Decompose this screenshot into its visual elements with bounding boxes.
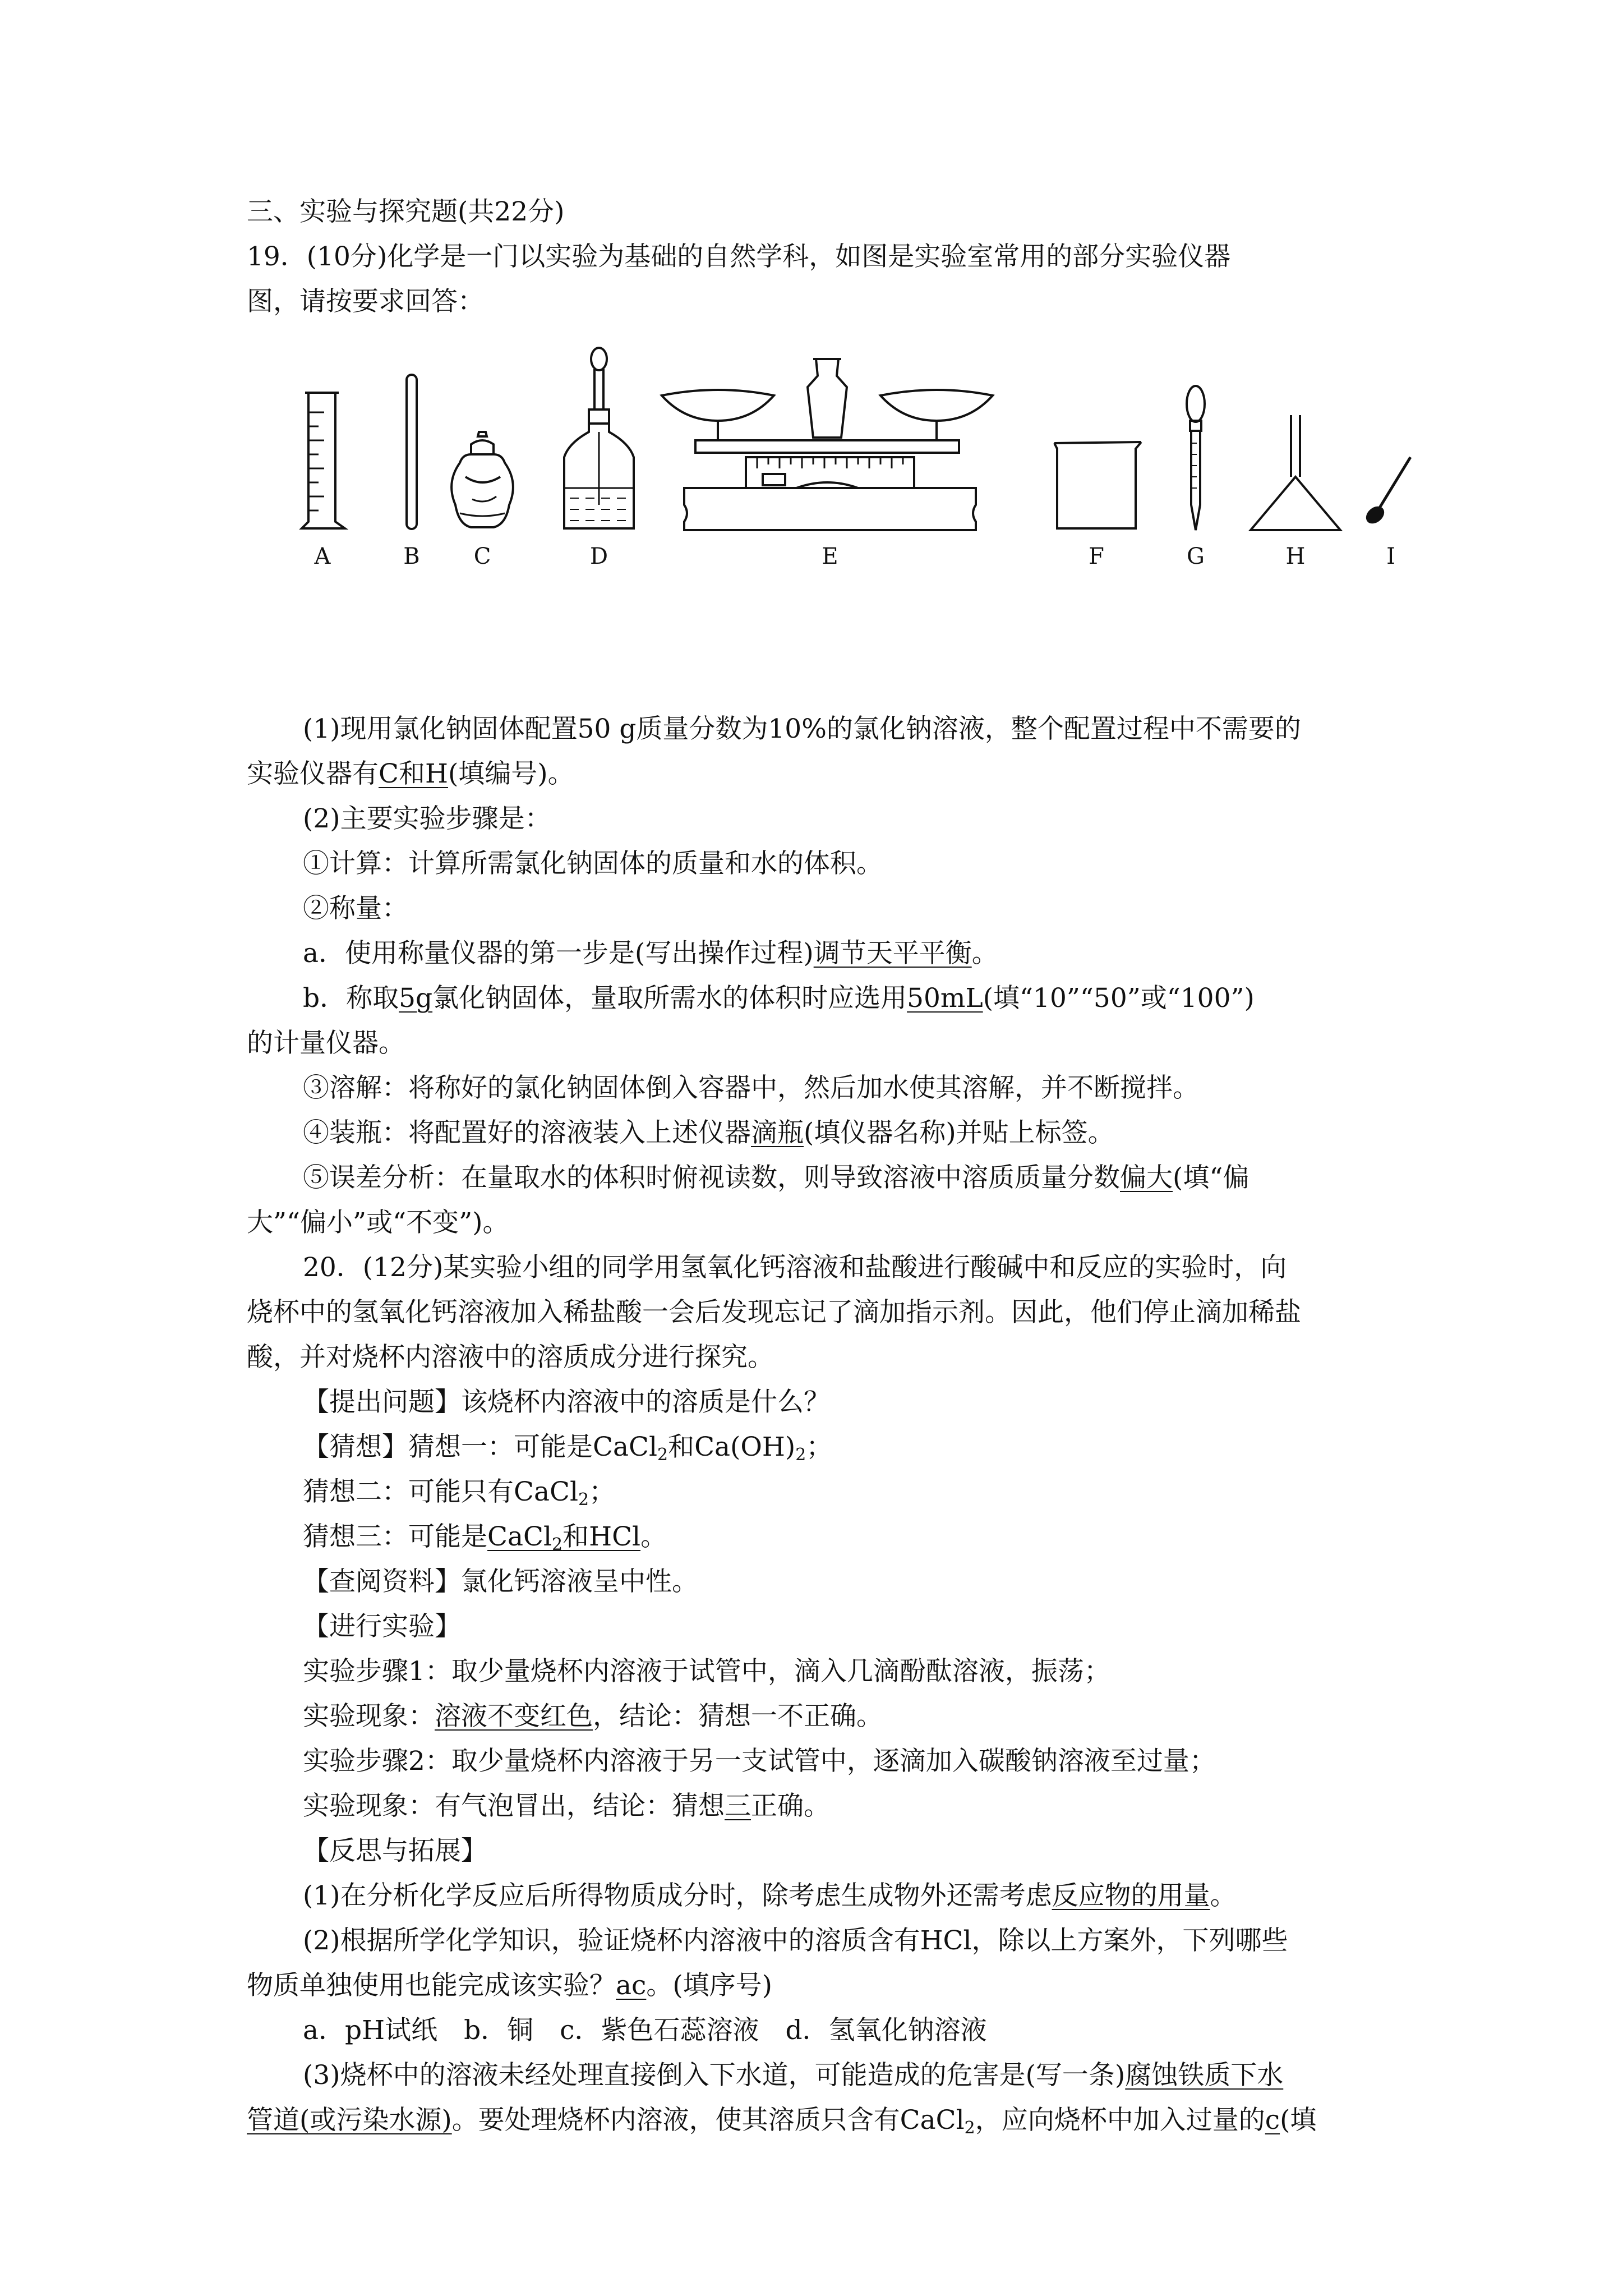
alcohol-lamp-drawing: [451, 432, 513, 527]
dropper-drawing: [1187, 386, 1205, 530]
q20-observation1: 实验现象：溶液不变红色，结论：猜想一不正确。: [303, 1701, 883, 1732]
graduated-cylinder-drawing: [302, 393, 345, 528]
figure-label-b: B: [403, 544, 420, 569]
q19-part1-line1: (1)现用氯化钠固体配置50 g质量分数为10%的氯化钠溶液，整个配置过程中不需要的: [303, 714, 1301, 744]
q19-part2: (2)主要实验步骤是：: [303, 803, 551, 834]
q20-options: a．pH试纸 b．铜 c．紫色石蕊溶液 d．氢氧化钠溶液: [303, 2015, 987, 2046]
medicine-spoon-drawing: [1364, 457, 1410, 526]
figure-label-e: E: [822, 544, 838, 569]
figure-label-i: I: [1386, 544, 1395, 569]
answer-blank: 反应物的用量: [1052, 1880, 1210, 1911]
q20-observation2: 实验现象：有气泡冒出，结论：猜想三正确。: [303, 1791, 830, 1821]
balance-drawing: [662, 359, 993, 530]
figure-label-d: D: [589, 544, 608, 569]
answer-blank: ac: [616, 1970, 647, 2001]
q20-question: 【提出问题】该烧杯内溶液中的溶质是什么？: [303, 1387, 830, 1418]
q20-reflect1: (1)在分析化学反应后所得物质成分时，除考虑生成物外还需考虑反应物的用量。: [303, 1880, 1237, 1911]
q20-reflect2-line1: (2)根据所学化学知识，验证烧杯内溶液中的溶质含有HCl，除以上方案外，下列哪些: [303, 1925, 1288, 1956]
answer-blank: c: [1265, 2105, 1280, 2136]
q19-step1: ①计算：计算所需氯化钠固体的质量和水的体积。: [303, 848, 883, 879]
q19-part1-line2: 实验仪器有C和H(填编号)。: [247, 758, 574, 789]
q20-stem-line2: 烧杯中的氢氧化钙溶液加入稀盐酸一会后发现忘记了滴加指示剂。因此，他们停止滴加稀盐: [247, 1297, 1301, 1328]
q20-guess1: 【猜想】猜想一：可能是CaCl$_2$和$Ca(OH)_2$；: [303, 1432, 833, 1465]
answer-blank: 调节天平平衡: [813, 938, 972, 969]
q19-step2b: b．称取5g氯化钠固体，量取所需水的体积时应选用50mL(填“10”“50”或“100”): [303, 983, 1255, 1014]
q19-stem-line1: 19．(10分)化学是一门以实验为基础的自然学科，如图是实验室常用的部分实验仪器: [247, 241, 1231, 272]
figure-label-h: H: [1285, 544, 1306, 569]
q20-step1: 实验步骤1：取少量烧杯内溶液于试管中，滴入几滴酚酞溶液，振荡；: [303, 1656, 1110, 1687]
q20-guess3: 猜想三：可能是CaCl$_2$和HCl。: [303, 1521, 667, 1554]
dropper-bottle-drawing: [564, 348, 634, 528]
answer-blank: 管道(或污染水源): [247, 2105, 452, 2136]
figure-label-c: C: [473, 544, 491, 569]
q19-step5: ⑤误差分析：在量取水的体积时俯视读数，则导致溶液中溶质质量分数偏大(填“偏: [303, 1162, 1249, 1193]
section-title: 三、实验与探究题(共22分): [247, 196, 565, 227]
q20-stem-line1: 20．(12分)某实验小组的同学用氢氧化钙溶液和盐酸进行酸碱中和反应的实验时，向: [303, 1252, 1287, 1283]
q20-reflect3-line1: (3)烧杯中的溶液未经处理直接倒入下水道，可能造成的危害是(写一条)腐蚀铁质下水: [303, 2060, 1284, 2091]
q20-experiment-heading: 【进行实验】: [303, 1611, 461, 1642]
answer-blank: 三: [725, 1791, 751, 1821]
q20-stem-line3: 酸，并对烧杯内溶液中的溶质成分进行探究。: [247, 1342, 774, 1373]
funnel-drawing: [1251, 415, 1340, 530]
q19-stem-line2: 图，请按要求回答：: [247, 286, 484, 317]
answer-blank: 5g: [399, 983, 433, 1014]
figure-label-g: G: [1187, 544, 1205, 569]
q19-step2a: a．使用称量仪器的第一步是(写出操作过程)调节天平平衡。: [303, 938, 998, 969]
q20-reflect3-line2: 管道(或污染水源)。要处理烧杯内溶液，使其溶质只含有CaCl$_2$，应向烧杯中加入过量的c(填: [247, 2105, 1317, 2138]
answer-blank: 50mL: [907, 983, 983, 1014]
q19-step2: ②称量：: [303, 893, 408, 924]
q19-step2b-line2: 的计量仪器。: [247, 1028, 405, 1059]
q20-info: 【查阅资料】氯化钙溶液呈中性。: [303, 1566, 698, 1597]
beaker-drawing: [1054, 442, 1141, 528]
figure-label-a: A: [314, 544, 331, 569]
answer-blank: 溶液不变红色: [435, 1701, 593, 1732]
apparatus-figure: [292, 337, 1413, 572]
q19-step4: ④装瓶：将配置好的溶液装入上述仪器滴瓶(填仪器名称)并贴上标签。: [303, 1117, 1114, 1148]
q20-reflect-heading: 【反思与拓展】: [303, 1835, 487, 1866]
answer-blank: 滴瓶: [751, 1117, 804, 1148]
q19-step5-line2: 大”“偏小”或“不变”)。: [247, 1207, 509, 1238]
answer-blank: 腐蚀铁质下水: [1125, 2060, 1284, 2091]
glass-rod-drawing: [407, 375, 417, 529]
answer-blank: C和H: [379, 758, 448, 789]
q20-reflect2-line2: 物质单独使用也能完成该实验？ac。(填序号): [247, 1970, 773, 2001]
q19-step3: ③溶解：将称好的氯化钠固体倒入容器中，然后加水使其溶解，并不断搅拌。: [303, 1073, 1199, 1103]
figure-label-f: F: [1089, 544, 1104, 569]
q20-step2: 实验步骤2：取少量烧杯内溶液于另一支试管中，逐滴加入碳酸钠溶液至过量；: [303, 1746, 1216, 1777]
answer-blank: CaCl$_2$和HCl: [487, 1521, 641, 1554]
q20-guess2: 猜想二：可能只有CaCl$_2$；: [303, 1476, 616, 1510]
answer-blank: 偏大: [1120, 1162, 1173, 1193]
